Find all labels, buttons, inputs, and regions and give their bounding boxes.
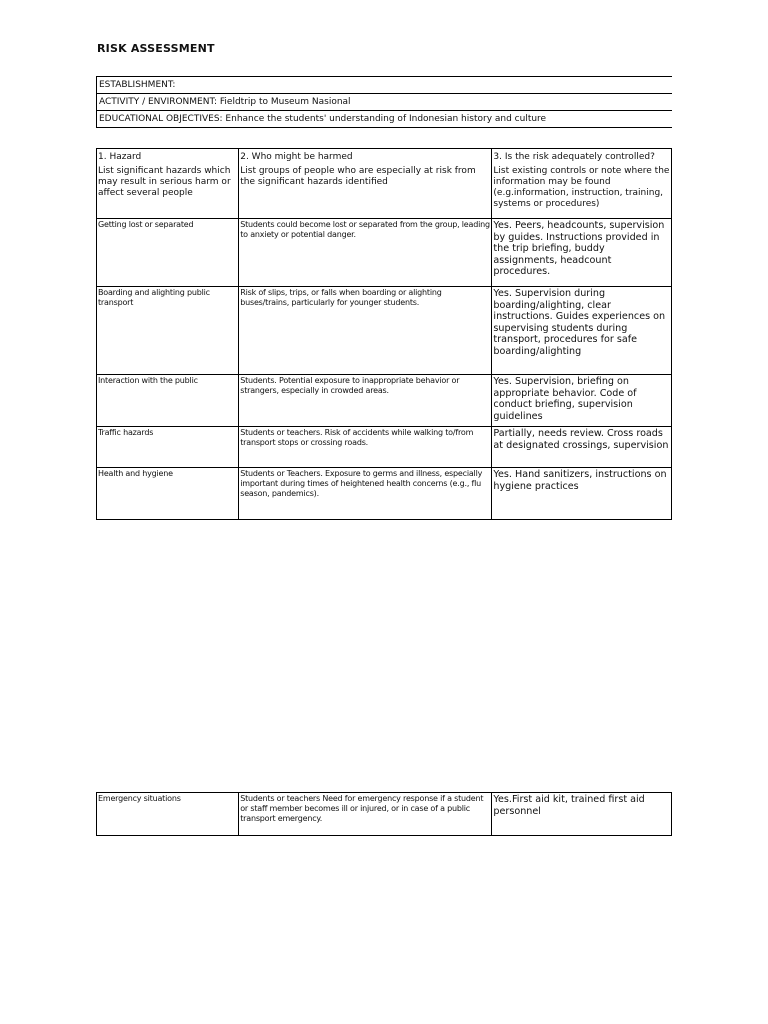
who-cell: Students or teachers. Risk of accidents while walking to/from transport stops or crossing roads. [239, 427, 492, 468]
hazard-cell: Interaction with the public [97, 375, 239, 427]
table-row [97, 793, 672, 836]
establishment-field: ESTABLISHMENT: [97, 77, 673, 94]
who-cell: Students or Teachers. Exposure to germs and illness, especially important during times of heightened health concerns (e.g., flu season, pandemics). [239, 468, 492, 520]
header-hazard-desc: List significant hazards which may result in serious harm or affect several people [98, 166, 231, 198]
header-control-desc: List existing controls or note where the information may be found (e.g.information, instruction, training, systems or procedures) [493, 166, 670, 209]
who-cell: Students could become lost or separated from the group, leading to anxiety or potential danger. [239, 219, 492, 287]
header-hazard-title: 1. Hazard [98, 152, 142, 162]
risk-table [96, 148, 672, 520]
header-control [492, 149, 672, 219]
document-title: RISK ASSESSMENT [97, 42, 215, 55]
risk-table-continued [96, 792, 672, 836]
objectives-field: EDUCATIONAL OBJECTIVES: Enhance the students' understanding of Indonesian history and culture [97, 111, 673, 128]
control-cell: Yes. Hand sanitizers, instructions on hygiene practices [492, 468, 672, 520]
table-row [97, 375, 672, 427]
control-cell: Partially, needs review. Cross roads at designated crossings, supervision [492, 427, 672, 468]
info-table [96, 76, 672, 128]
table-row [97, 287, 672, 375]
header-hazard [97, 149, 239, 219]
control-cell: Yes. Supervision, briefing on appropriate behavior. Code of conduct briefing, supervision guidelines [492, 375, 672, 427]
header-who [239, 149, 492, 219]
table-row [97, 219, 672, 287]
activity-field: ACTIVITY / ENVIRONMENT: Fieldtrip to Museum Nasional [97, 94, 673, 111]
control-cell: Yes.First aid kit, trained first aid personnel [492, 793, 672, 836]
hazard-cell: Health and hygiene [97, 468, 239, 520]
hazard-cell: Emergency situations [97, 793, 239, 836]
hazard-cell: Traffic hazards [97, 427, 239, 468]
header-who-desc: List groups of people who are especially at risk from the significant hazards identified [240, 166, 476, 187]
header-row [97, 149, 672, 219]
control-cell: Yes. Peers, headcounts, supervision by guides. Instructions provided in the trip briefing, buddy assignments, headcount procedures. [492, 219, 672, 287]
who-cell: Students. Potential exposure to inappropriate behavior or strangers, especially in crowded areas. [239, 375, 492, 427]
header-who-title: 2. Who might be harmed [240, 152, 353, 162]
table-row [97, 427, 672, 468]
header-control-title: 3. Is the risk adequately controlled? [493, 152, 655, 162]
hazard-cell: Getting lost or separated [97, 219, 239, 287]
table-row [97, 468, 672, 520]
who-cell: Students or teachers Need for emergency response if a student or staff member becomes ill or injured, or in case of a public transport emergency. [239, 793, 492, 836]
control-cell: Yes. Supervision during boarding/alighting, clear instructions. Guides experiences on supervising students during transport, procedures for safe boarding/alighting [492, 287, 672, 375]
hazard-cell: Boarding and alighting public transport [97, 287, 239, 375]
who-cell: Risk of slips, trips, or falls when boarding or alighting buses/trains, particularly for younger students. [239, 287, 492, 375]
